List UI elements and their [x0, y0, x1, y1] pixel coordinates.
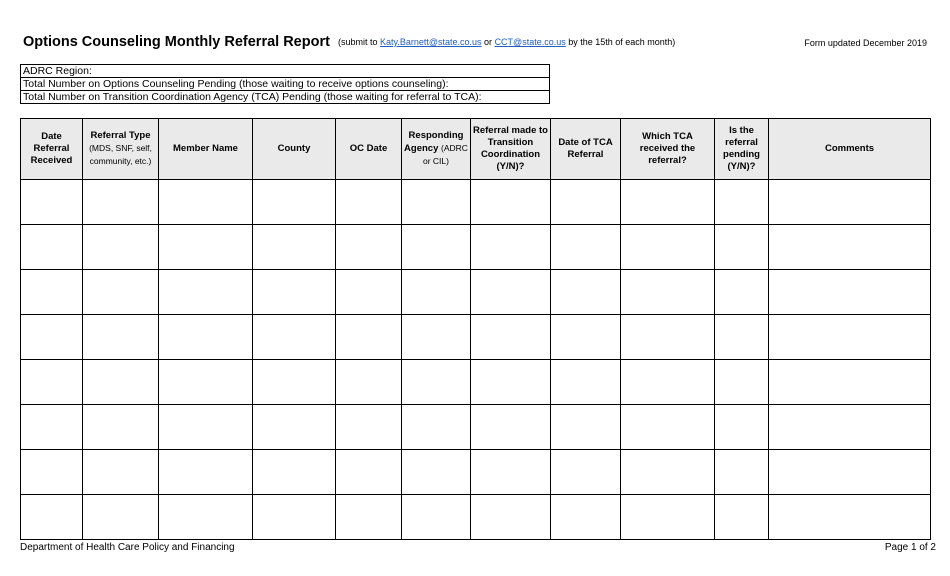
table-cell[interactable]: [715, 315, 769, 360]
column-header-note: (MDS, SNF, self, community, etc.): [89, 143, 152, 166]
table-cell[interactable]: [715, 360, 769, 405]
table-row: [21, 405, 931, 450]
table-cell[interactable]: [21, 495, 83, 540]
column-header: [769, 119, 931, 180]
table-cell[interactable]: [83, 225, 159, 270]
table-cell[interactable]: [253, 405, 336, 450]
table-row: [21, 315, 931, 360]
table-cell[interactable]: [715, 405, 769, 450]
footer-page-number: Page 1 of 2: [884, 542, 936, 553]
table-cell[interactable]: [253, 495, 336, 540]
table-cell[interactable]: [551, 315, 621, 360]
table-cell[interactable]: [159, 225, 253, 270]
table-cell[interactable]: [769, 315, 931, 360]
table-cell[interactable]: [159, 270, 253, 315]
table-cell[interactable]: [253, 450, 336, 495]
submit-suffix: by the 15th of each month): [565, 37, 676, 47]
column-header: [83, 119, 159, 180]
column-header-label: Referral Type: [90, 130, 151, 141]
table-cell[interactable]: [159, 180, 253, 225]
table-cell[interactable]: [471, 495, 551, 540]
table-cell[interactable]: [402, 225, 471, 270]
table-header-row: [21, 119, 931, 180]
table-row: [21, 360, 931, 405]
column-header: [402, 119, 471, 180]
table-cell[interactable]: [336, 270, 402, 315]
table-cell[interactable]: [715, 450, 769, 495]
column-header: [159, 119, 253, 180]
table-cell[interactable]: [551, 405, 621, 450]
table-cell[interactable]: [83, 495, 159, 540]
table-row: [21, 180, 931, 225]
table-cell[interactable]: [769, 450, 931, 495]
table-cell[interactable]: [336, 495, 402, 540]
table-cell[interactable]: [21, 270, 83, 315]
tca-pending-field[interactable]: Total Number on Transition Coordination Agency (TCA) Pending (those waiting for referral to TCA):: [21, 91, 550, 104]
table-cell[interactable]: [769, 405, 931, 450]
table-cell[interactable]: [83, 450, 159, 495]
table-cell[interactable]: [621, 270, 715, 315]
table-cell[interactable]: [402, 315, 471, 360]
table-cell[interactable]: [402, 405, 471, 450]
table-cell[interactable]: [621, 225, 715, 270]
table-cell[interactable]: [402, 180, 471, 225]
table-cell[interactable]: [159, 405, 253, 450]
column-header-label: Member Name: [173, 143, 238, 154]
table-cell[interactable]: [471, 225, 551, 270]
column-header-label: Date of TCA Referral: [558, 137, 613, 160]
column-header: [715, 119, 769, 180]
table-cell[interactable]: [21, 225, 83, 270]
table-cell[interactable]: [21, 315, 83, 360]
table-cell[interactable]: [471, 360, 551, 405]
table-cell[interactable]: [159, 495, 253, 540]
table-cell[interactable]: [551, 225, 621, 270]
table-cell[interactable]: [336, 225, 402, 270]
table-cell[interactable]: [621, 315, 715, 360]
table-cell[interactable]: [402, 450, 471, 495]
table-cell[interactable]: [336, 315, 402, 360]
referral-table: [20, 118, 931, 540]
email-link-katy[interactable]: Katy.Barnett@state.co.us: [380, 37, 482, 47]
table-cell[interactable]: [336, 405, 402, 450]
table-cell[interactable]: [769, 180, 931, 225]
table-cell[interactable]: [253, 180, 336, 225]
table-cell[interactable]: [551, 180, 621, 225]
table-cell[interactable]: [21, 180, 83, 225]
column-header: [336, 119, 402, 180]
table-cell[interactable]: [402, 270, 471, 315]
table-cell[interactable]: [83, 315, 159, 360]
table-cell[interactable]: [471, 450, 551, 495]
table-cell[interactable]: [621, 405, 715, 450]
column-header-label: Referral made to Transition Coordination (Y/N)?: [473, 125, 548, 172]
column-header: [471, 119, 551, 180]
table-cell[interactable]: [621, 495, 715, 540]
report-title: Options Counseling Monthly Referral Report: [23, 34, 330, 50]
column-header-note: (ADRC or CIL): [423, 143, 468, 166]
table-cell[interactable]: [715, 495, 769, 540]
table-cell[interactable]: [336, 450, 402, 495]
table-cell[interactable]: [83, 270, 159, 315]
table-row: [21, 450, 931, 495]
column-header: [253, 119, 336, 180]
table-cell[interactable]: [621, 180, 715, 225]
column-header-label: Is the referral pending (Y/N)?: [723, 125, 760, 172]
table-cell[interactable]: [715, 225, 769, 270]
table-row: [21, 495, 931, 540]
footer-department: Department of Health Care Policy and Financing: [20, 542, 235, 553]
table-cell[interactable]: [471, 180, 551, 225]
table-cell[interactable]: [551, 450, 621, 495]
column-header-label: Responding Agency: [404, 130, 464, 154]
table-cell[interactable]: [336, 360, 402, 405]
table-cell[interactable]: [159, 315, 253, 360]
table-cell[interactable]: [21, 405, 83, 450]
table-cell[interactable]: [253, 315, 336, 360]
table-cell[interactable]: [83, 360, 159, 405]
table-cell[interactable]: [159, 450, 253, 495]
column-header: [551, 119, 621, 180]
table-row: [21, 270, 931, 315]
submit-prefix: (submit to: [338, 37, 381, 47]
table-row: [21, 225, 931, 270]
table-cell[interactable]: [471, 405, 551, 450]
oc-pending-field[interactable]: Total Number on Options Counseling Pending (those waiting to receive options counseling):: [21, 78, 550, 91]
table-cell[interactable]: [471, 270, 551, 315]
table-cell[interactable]: [21, 360, 83, 405]
table-cell[interactable]: [769, 270, 931, 315]
table-cell[interactable]: [159, 360, 253, 405]
adrc-region-field[interactable]: ADRC Region:: [21, 65, 550, 78]
table-cell[interactable]: [551, 495, 621, 540]
column-header: [21, 119, 83, 180]
email-link-cct[interactable]: CCT@state.co.us: [494, 37, 566, 47]
table-cell[interactable]: [83, 405, 159, 450]
column-header-label: County: [277, 143, 311, 154]
table-cell[interactable]: [21, 450, 83, 495]
column-header-label: Date Referral Received: [30, 131, 73, 166]
table-cell[interactable]: [769, 225, 931, 270]
summary-box: [20, 64, 550, 104]
submit-or: or: [481, 37, 495, 47]
column-header-label: OC Date: [349, 143, 388, 154]
table-cell[interactable]: [769, 495, 931, 540]
column-header: [621, 119, 715, 180]
form-updated-date: Form updated December 2019: [804, 38, 927, 48]
table-cell[interactable]: [551, 360, 621, 405]
column-header-label: Comments: [824, 143, 875, 154]
table-cell[interactable]: [715, 270, 769, 315]
submit-instructions: [338, 37, 675, 47]
table-cell[interactable]: [769, 360, 931, 405]
column-header-label: Which TCA received the referral?: [639, 131, 696, 166]
table-cell[interactable]: [471, 315, 551, 360]
table-cell[interactable]: [336, 180, 402, 225]
table-cell[interactable]: [83, 180, 159, 225]
table-cell[interactable]: [253, 360, 336, 405]
table-cell[interactable]: [715, 180, 769, 225]
table-cell[interactable]: [402, 495, 471, 540]
table-cell[interactable]: [402, 360, 471, 405]
table-cell[interactable]: [621, 450, 715, 495]
table-cell[interactable]: [551, 270, 621, 315]
table-cell[interactable]: [253, 225, 336, 270]
table-cell[interactable]: [621, 360, 715, 405]
table-cell[interactable]: [253, 270, 336, 315]
